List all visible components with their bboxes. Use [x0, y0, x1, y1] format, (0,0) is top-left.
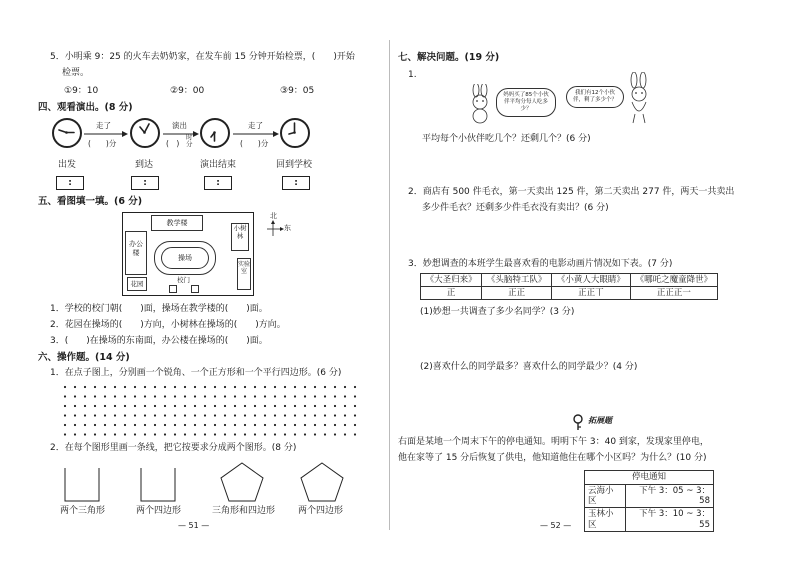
grid-dot — [214, 414, 216, 416]
grid-dot — [74, 414, 76, 416]
grid-dot — [204, 424, 206, 426]
label-return: 回到学校 — [276, 160, 313, 170]
grid-dot — [324, 424, 326, 426]
grid-dot — [184, 424, 186, 426]
grid-dot — [234, 433, 236, 435]
grid-dot — [104, 386, 106, 388]
grid-dot — [174, 433, 176, 435]
grid-dot — [234, 414, 236, 416]
sec6-q2: 2．在每个图形里画一条线，把它按要求分成两个图形。(8 分) — [50, 443, 297, 453]
grid-dot — [214, 386, 216, 388]
grid-dot — [244, 424, 246, 426]
grid-dot — [164, 395, 166, 397]
grid-dot — [134, 386, 136, 388]
walk-label-2: 走了 — [248, 121, 263, 130]
movie-tally-1: 正 — [421, 287, 482, 300]
clock-return — [280, 118, 310, 148]
challenge-text: 右面是某地一个周末下午的停电通知。明明下午 3：40 到家，发现家里停电， — [398, 437, 709, 447]
grid-dot — [94, 433, 96, 435]
grid-dot — [284, 433, 286, 435]
sec5-q2: 2．花园在操场的( )方向，小树林在操场的( )方向。 — [50, 320, 286, 330]
grid-dot — [134, 414, 136, 416]
time-box-return[interactable]: : — [282, 176, 310, 190]
grid-dot — [154, 414, 156, 416]
grid-dot — [304, 405, 306, 407]
grid-dot — [194, 386, 196, 388]
sec7-q2-text: 2．商店有 500 件毛衣，第一天卖出 125 件，第二天卖出 277 件，两天一共卖出 — [408, 187, 735, 197]
time-box-arrive[interactable]: : — [131, 176, 159, 190]
grid-dot — [214, 405, 216, 407]
grid-dot — [314, 405, 316, 407]
grid-dot — [324, 395, 326, 397]
grid-dot — [294, 424, 296, 426]
grid-dot — [124, 386, 126, 388]
movie-name-2: 《头脑特工队》 — [482, 274, 552, 287]
grid-dot — [64, 414, 66, 416]
grid-dot — [194, 405, 196, 407]
grid-dot — [104, 424, 106, 426]
table-row — [585, 508, 714, 531]
grid-dot — [74, 433, 76, 435]
grid-dot — [104, 414, 106, 416]
arrow-walk-1 — [84, 130, 128, 138]
grid-dot — [324, 405, 326, 407]
challenge-badge — [572, 414, 622, 430]
grid-dot — [114, 405, 116, 407]
notice-area-2: 玉林小区 — [585, 508, 626, 531]
grid-dot — [304, 424, 306, 426]
grid-dot — [204, 414, 206, 416]
grid-dot — [154, 433, 156, 435]
grid-dot — [234, 405, 236, 407]
grid-dot — [64, 424, 66, 426]
notice-time-2: 下午 3：10 ~ 3：55 — [625, 508, 713, 531]
grid-dot — [244, 405, 246, 407]
grid-dot — [324, 433, 326, 435]
grid-dot — [254, 414, 256, 416]
grid-dot — [244, 414, 246, 416]
grid-dot — [144, 386, 146, 388]
grid-dot — [254, 395, 256, 397]
grid-dot — [274, 414, 276, 416]
sec6-q1: 1．在点子图上，分别画一个锐角、一个正方形和一个平行四边形。(6 分) — [50, 368, 342, 378]
movie-tally-3: 正正丅 — [552, 287, 631, 300]
grid-dot — [144, 414, 146, 416]
grid-dot — [184, 386, 186, 388]
grid-dot — [84, 433, 86, 435]
grid-dot — [174, 405, 176, 407]
grid-dot — [344, 433, 346, 435]
grid-dot — [154, 386, 156, 388]
grid-dot — [164, 386, 166, 388]
movie-tally-2: 正正 — [482, 287, 552, 300]
label-show-end: 演出结束 — [200, 160, 237, 170]
grid-dot — [244, 433, 246, 435]
grid-dot — [274, 386, 276, 388]
grid-dot — [124, 405, 126, 407]
grid-dot — [264, 395, 266, 397]
arrow-show — [163, 130, 199, 138]
grid-dot — [354, 405, 356, 407]
grid-dot — [74, 395, 76, 397]
grid-dot — [234, 386, 236, 388]
q5-text-cont: 检票。 — [62, 68, 90, 78]
grid-dot — [314, 386, 316, 388]
grid-dot — [334, 395, 336, 397]
table-row — [421, 287, 718, 300]
map-gate: 校门 — [177, 276, 190, 284]
sec7-q1-number: 1. — [408, 70, 417, 80]
grid-dot — [114, 395, 116, 397]
show-label: 演出 — [172, 121, 187, 130]
grid-dot — [144, 433, 146, 435]
section-4-title: 四、观看演出。(8 分) — [38, 102, 133, 113]
grid-dot — [294, 433, 296, 435]
grid-dot — [124, 414, 126, 416]
page-number-right: — 52 — — [540, 521, 572, 530]
grid-dot — [314, 414, 316, 416]
grid-dot — [194, 424, 196, 426]
grid-dot — [94, 414, 96, 416]
grid-dot — [164, 405, 166, 407]
grid-dot — [344, 405, 346, 407]
grid-dot — [94, 424, 96, 426]
grid-dot — [134, 405, 136, 407]
grid-dot — [154, 405, 156, 407]
grid-dot — [134, 433, 136, 435]
grid-dot — [334, 433, 336, 435]
grid-dot — [184, 395, 186, 397]
grid-dot — [294, 405, 296, 407]
sec7-q3-text: 3．妙想调查的本班学生最喜欢看的电影动画片情况如下表。(7 分) — [408, 259, 673, 269]
shape-rectangle-2[interactable] — [140, 468, 176, 502]
shape-pentagon-1[interactable] — [220, 462, 264, 502]
clock-arrive — [130, 118, 160, 148]
notice-time-1: 下午 3：05 ~ 3：58 — [625, 485, 713, 508]
grid-dot — [64, 395, 66, 397]
grid-dot — [334, 424, 336, 426]
grid-dot — [64, 405, 66, 407]
grid-dot — [184, 405, 186, 407]
section-6-title: 六、操作题。(14 分) — [38, 352, 130, 363]
grid-dot — [214, 424, 216, 426]
map-track — [154, 241, 216, 275]
walk-label-1: 走了 — [96, 121, 111, 130]
movie-name-4: 《哪吒之魔童降世》 — [630, 274, 717, 287]
rabbit-left-icon — [466, 84, 496, 124]
grid-dot — [104, 433, 106, 435]
speech-bubble-left: 妈妈买了85个小伙伴平均分每人吃多少？ — [496, 88, 556, 117]
map-office: 办公楼 — [125, 231, 147, 275]
map-grove: 小树林 — [231, 223, 249, 251]
compass-icon — [266, 220, 284, 238]
shape-rectangle-1[interactable] — [64, 468, 100, 502]
grid-dot — [294, 386, 296, 388]
grid-dot — [104, 395, 106, 397]
grid-dot — [314, 433, 316, 435]
show-unit: 时分 — [186, 133, 193, 148]
map-teaching-building: 教学楼 — [151, 215, 203, 231]
movie-name-1: 《大圣归来》 — [421, 274, 482, 287]
grid-dot — [144, 405, 146, 407]
grid-dot — [244, 386, 246, 388]
sec5-q1: 1．学校的校门朝( )面，操场在教学楼的( )面。 — [50, 304, 268, 314]
school-map — [122, 212, 254, 296]
grid-dot — [94, 395, 96, 397]
challenge-badge-label: 拓展题 — [588, 416, 612, 425]
grid-dot — [194, 433, 196, 435]
map-playground: 操场 — [161, 247, 209, 269]
grid-dot — [134, 395, 136, 397]
grid-dot — [254, 433, 256, 435]
label-arrive: 到达 — [135, 160, 154, 170]
compass-east: 东 — [284, 224, 291, 232]
grid-dot — [154, 395, 156, 397]
section-7-title: 七、解决问题。(19 分) — [398, 52, 500, 63]
grid-dot — [84, 386, 86, 388]
table-row — [585, 485, 714, 508]
sec5-q3: 3．( )在操场的东南面，办公楼在操场的( )面。 — [50, 336, 268, 346]
movie-tally-table — [420, 273, 718, 300]
q5-option-2: ②9：00 — [170, 86, 205, 96]
grid-dot — [344, 424, 346, 426]
grid-dot — [234, 395, 236, 397]
grid-dot — [344, 395, 346, 397]
show-hours: ( ) — [166, 139, 180, 148]
grid-dot — [164, 424, 166, 426]
grid-dot — [224, 433, 226, 435]
table-row — [421, 274, 718, 287]
grid-dot — [334, 414, 336, 416]
label-depart: 出发 — [58, 160, 77, 170]
grid-dot — [74, 405, 76, 407]
grid-dot — [134, 424, 136, 426]
grid-dot — [294, 414, 296, 416]
notice-title: 停电通知 — [585, 471, 714, 485]
grid-dot — [84, 405, 86, 407]
grid-dot — [354, 395, 356, 397]
grid-dot — [264, 424, 266, 426]
grid-dot — [304, 386, 306, 388]
grid-dot — [344, 414, 346, 416]
shape-label-2: 两个四边形 — [136, 506, 182, 516]
grid-dot — [314, 395, 316, 397]
clock-depart — [52, 118, 82, 148]
grid-dot — [284, 395, 286, 397]
grid-dot — [274, 395, 276, 397]
map-garden: 花园 — [127, 277, 147, 291]
grid-dot — [194, 414, 196, 416]
grid-dot — [84, 395, 86, 397]
grid-dot — [164, 414, 166, 416]
challenge-text-cont: 他在家等了 15 分后恢复了供电，他知道他住在哪个小区吗？为什么？(10 分) — [398, 453, 707, 463]
grid-dot — [284, 414, 286, 416]
grid-dot — [124, 424, 126, 426]
grid-dot — [114, 433, 116, 435]
grid-dot — [304, 395, 306, 397]
page-number-left: — 51 — — [178, 521, 210, 530]
grid-dot — [354, 433, 356, 435]
shape-label-1: 两个三角形 — [60, 506, 106, 516]
q5-option-3: ③9：05 — [280, 86, 315, 96]
grid-dot — [214, 395, 216, 397]
grid-dot — [174, 386, 176, 388]
rabbit-right-icon — [624, 72, 654, 124]
grid-dot — [264, 405, 266, 407]
key-icon — [572, 414, 586, 430]
grid-dot — [274, 433, 276, 435]
q5-text: 5．小明乘 9：25 的火车去奶奶家，在发车前 15 分钟开始检票，( )开始 — [50, 52, 355, 62]
grid-dot — [224, 395, 226, 397]
grid-dot — [144, 424, 146, 426]
grid-dot — [184, 414, 186, 416]
map-gate-post-right — [191, 285, 199, 293]
movie-name-3: 《小黄人大眼睛》 — [552, 274, 631, 287]
grid-dot — [174, 414, 176, 416]
time-box-show-end[interactable]: : — [204, 176, 232, 190]
grid-dot — [204, 386, 206, 388]
grid-dot — [204, 433, 206, 435]
grid-dot — [204, 395, 206, 397]
grid-dot — [254, 424, 256, 426]
grid-dot — [314, 424, 316, 426]
grid-dot — [74, 386, 76, 388]
grid-dot — [354, 414, 356, 416]
grid-dot — [114, 414, 116, 416]
time-box-depart[interactable]: : — [56, 176, 84, 190]
map-lab: 实验室 — [237, 258, 251, 290]
grid-dot — [354, 424, 356, 426]
grid-dot — [114, 424, 116, 426]
sec7-q2-text-cont: 多少件毛衣？还剩多少件毛衣没有卖出？(6 分) — [422, 203, 609, 213]
grid-dot — [114, 386, 116, 388]
shape-label-3: 三角形和四边形 — [212, 506, 276, 516]
table-row — [585, 471, 714, 485]
grid-dot — [264, 386, 266, 388]
grid-dot — [274, 405, 276, 407]
grid-dot — [334, 386, 336, 388]
grid-dot — [284, 386, 286, 388]
grid-dot — [74, 424, 76, 426]
map-gate-post-left — [169, 285, 177, 293]
section-5-title: 五、看图填一填。(6 分) — [38, 196, 143, 207]
grid-dot — [354, 386, 356, 388]
grid-dot — [124, 433, 126, 435]
walk-minutes-1: ( )分 — [88, 139, 117, 148]
grid-dot — [334, 405, 336, 407]
grid-dot — [84, 414, 86, 416]
movie-tally-4: 正正正一 — [630, 287, 717, 300]
grid-dot — [284, 405, 286, 407]
grid-dot — [94, 405, 96, 407]
grid-dot — [214, 433, 216, 435]
grid-dot — [304, 433, 306, 435]
grid-dot — [64, 433, 66, 435]
arrow-walk-2 — [233, 130, 279, 138]
grid-dot — [304, 414, 306, 416]
grid-dot — [254, 386, 256, 388]
grid-dot — [94, 386, 96, 388]
grid-dot — [144, 395, 146, 397]
grid-dot — [284, 424, 286, 426]
speech-bubble-right: 我们有12个小伙伴，剩了多少个？ — [566, 86, 624, 108]
grid-dot — [294, 395, 296, 397]
grid-dot — [264, 433, 266, 435]
compass-north: 北 — [270, 212, 277, 220]
grid-dot — [174, 395, 176, 397]
grid-dot — [324, 414, 326, 416]
grid-dot — [194, 395, 196, 397]
shape-pentagon-2[interactable] — [300, 462, 344, 502]
sec7-q3-part1: (1)妙想一共调查了多少名同学？(3 分) — [420, 307, 575, 317]
grid-dot — [104, 405, 106, 407]
grid-dot — [224, 424, 226, 426]
grid-dot — [264, 414, 266, 416]
grid-dot — [204, 405, 206, 407]
walk-minutes-2: ( )分 — [240, 139, 269, 148]
power-notice-table — [584, 470, 714, 532]
grid-dot — [234, 424, 236, 426]
grid-dot — [324, 386, 326, 388]
grid-dot — [254, 405, 256, 407]
grid-dot — [174, 424, 176, 426]
sec7-q3-part2: (2)喜欢什么的同学最多？喜欢什么的同学最少？(4 分) — [420, 362, 638, 372]
grid-dot — [344, 386, 346, 388]
grid-dot — [184, 433, 186, 435]
grid-dot — [124, 395, 126, 397]
grid-dot — [244, 395, 246, 397]
grid-dot — [84, 424, 86, 426]
grid-dot — [154, 424, 156, 426]
grid-dot — [224, 386, 226, 388]
grid-dot — [224, 405, 226, 407]
grid-dot — [224, 414, 226, 416]
grid-dot — [164, 433, 166, 435]
grid-dot — [274, 424, 276, 426]
clock-show-end — [200, 118, 230, 148]
sec7-q1-text: 平均每个小伙伴吃几个？还剩几个？(6 分) — [422, 134, 591, 144]
dot-grid[interactable] — [62, 384, 362, 436]
page-divider — [389, 40, 390, 530]
q5-option-1: ①9：10 — [64, 86, 99, 96]
shape-label-4: 两个四边形 — [298, 506, 344, 516]
notice-area-1: 云海小区 — [585, 485, 626, 508]
grid-dot — [64, 386, 66, 388]
